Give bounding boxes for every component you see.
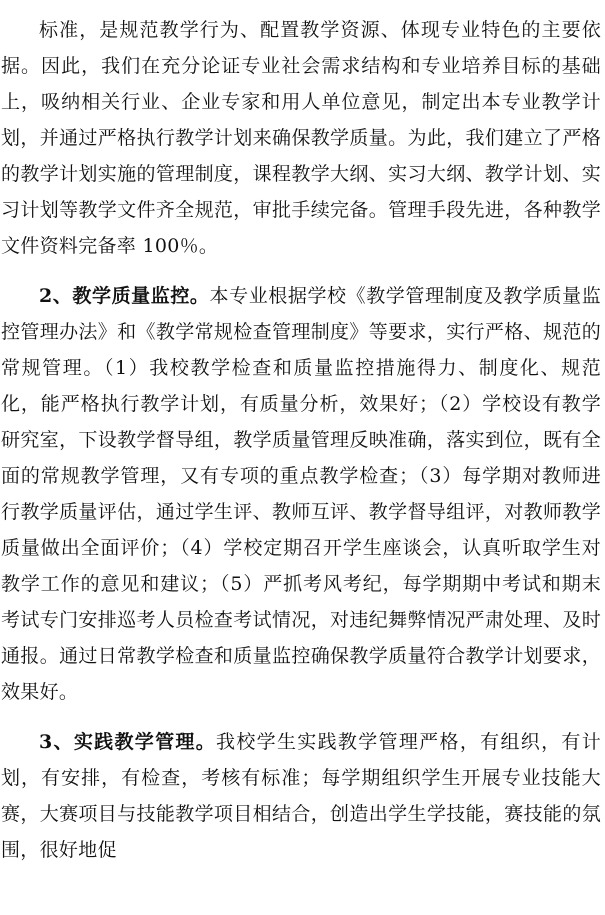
paragraph-text: 本专业根据学校《教学管理制度及教学质量监控管理办法》和《教学常规检查管理制度》等要求，实行严格、规范的常规管理。（1）我校教学检查和质量监控措施得力、制度化、规范化，能严格执行教学计划，有质量分析，效果好；（2）学校设有教学研究室，下设教学督导组，教学质量管理反映准确，落实到位，既有全面的常规教学管理，又有专项的重点教学检查；（3）每学期对教师进行教学质量评估，通过学生评、教师互评、教学督导组评，对教师教学质量做出全面评价；（4）学校定期召开学生座谈会，认真听取学生对教学工作的意见和建议；（5）严抓考风考纪，每学期期中考试和期末考试专门安排巡考人员检查考试情况，对违纪舞弊情况严肃处理、及时通报。通过日常教学检查和质量监控确保教学质量符合教学计划要求，效果好。 — [1, 285, 601, 703]
paragraph-practice-management — [1, 724, 601, 868]
section-heading-quality-monitoring: 2、教学质量监控。 — [39, 285, 210, 307]
paragraph-quality-monitoring — [1, 278, 601, 710]
paragraph-teaching-plan — [1, 12, 601, 264]
paragraph-text: 标准，是规范教学行为、配置教学资源、体现专业特色的主要依据。因此，我们在充分论证专业社会需求结构和专业培养目标的基础上，吸纳相关行业、企业专家和用人单位意见，制定出本专业教学计划，并通过严格执行教学计划来确保教学质量。为此，我们建立了严格的教学计划实施的管理制度，课程教学大纲、实习大纲、教学计划、实习计划等教学文件齐全规范，审批手续完备。管理手段先进，各种教学文件资料完备率 100％。 — [1, 19, 601, 257]
section-heading-practice-management: 3、实践教学管理。 — [39, 731, 217, 753]
paragraph-text: 我校学生实践教学管理严格，有组织，有计划，有安排，有检查，考核有标准；每学期组织学生开展专业技能大赛，大赛项目与技能教学项目相结合，创造出学生学技能，赛技能的氛围，很好地促 — [1, 731, 601, 861]
